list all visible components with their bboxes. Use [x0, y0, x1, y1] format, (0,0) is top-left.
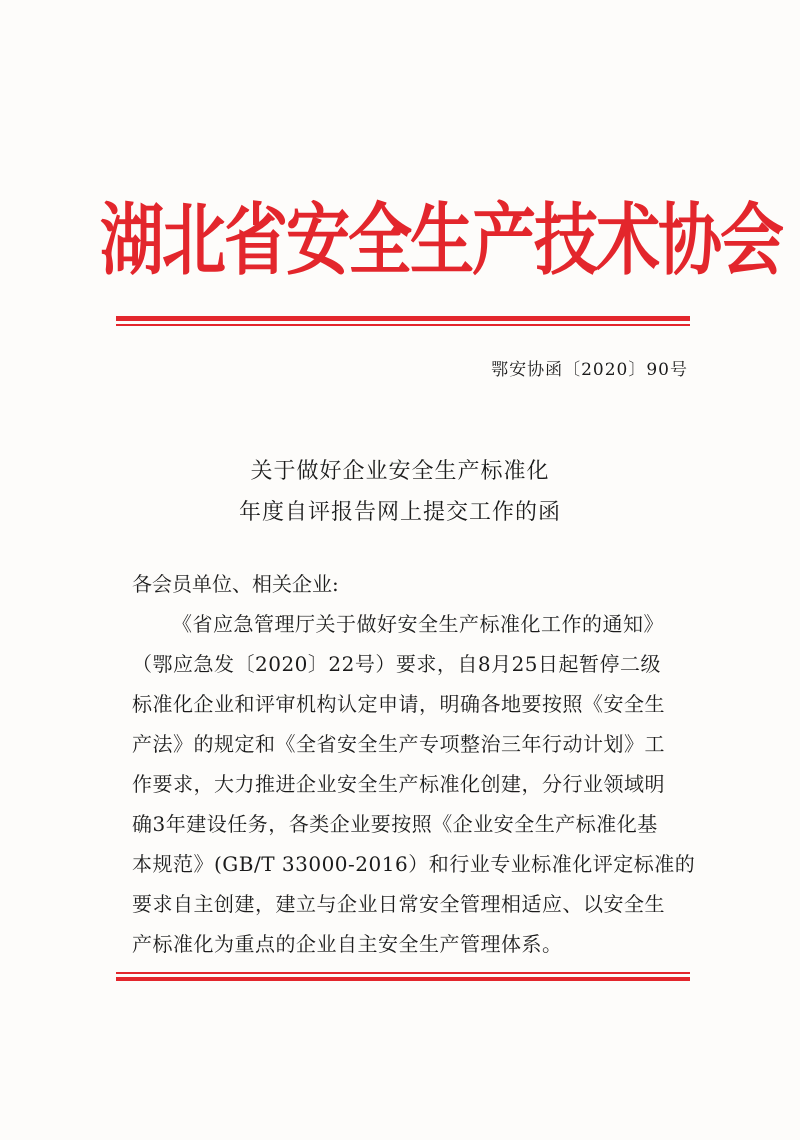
document-reference-number: 鄂安协函〔2020〕90号 [491, 360, 688, 380]
document-title-line-1: 关于做好企业安全生产标准化 [250, 459, 550, 484]
salutation: 各会员单位、相关企业: [132, 572, 339, 596]
footer-red-rule-thick [116, 977, 690, 981]
letterhead-red-rule-thick [116, 316, 690, 321]
body-paragraph-line: 确3年建设任务，各类企业要按照《企业安全生产标准化基 [132, 812, 658, 836]
document-title-line-2: 年度自评报告网上提交工作的函 [238, 500, 561, 525]
body-paragraph-line: 产标准化为重点的企业自主安全生产管理体系。 [132, 932, 563, 956]
letterhead-red-rule-thin [116, 324, 690, 326]
body-paragraph-line: （鄂应急发〔2020〕22号）要求，自8月25日起暂停二级 [132, 652, 662, 676]
body-paragraph-line: 要求自主创建，建立与企业日常安全管理相适应、以安全生 [132, 892, 665, 916]
body-paragraph-line: 产法》的规定和《全省安全生产专项整治三年行动计划》工 [132, 732, 665, 756]
body-paragraph-line: 本规范》(GB/T 33000-2016）和行业专业标准化评定标准的 [132, 852, 696, 876]
footer-red-rule-thin [116, 972, 690, 974]
body-paragraph-line: 作要求，大力推进企业安全生产标准化创建，分行业领域明 [132, 772, 665, 796]
body-paragraph-line: 《省应急管理厅关于做好安全生产标准化工作的通知》 [172, 612, 664, 636]
organization-letterhead-title: 湖北省安全生产技术协会 [100, 195, 782, 287]
body-paragraph-line: 标准化企业和评审机构认定申请，明确各地要按照《安全生 [132, 692, 665, 716]
